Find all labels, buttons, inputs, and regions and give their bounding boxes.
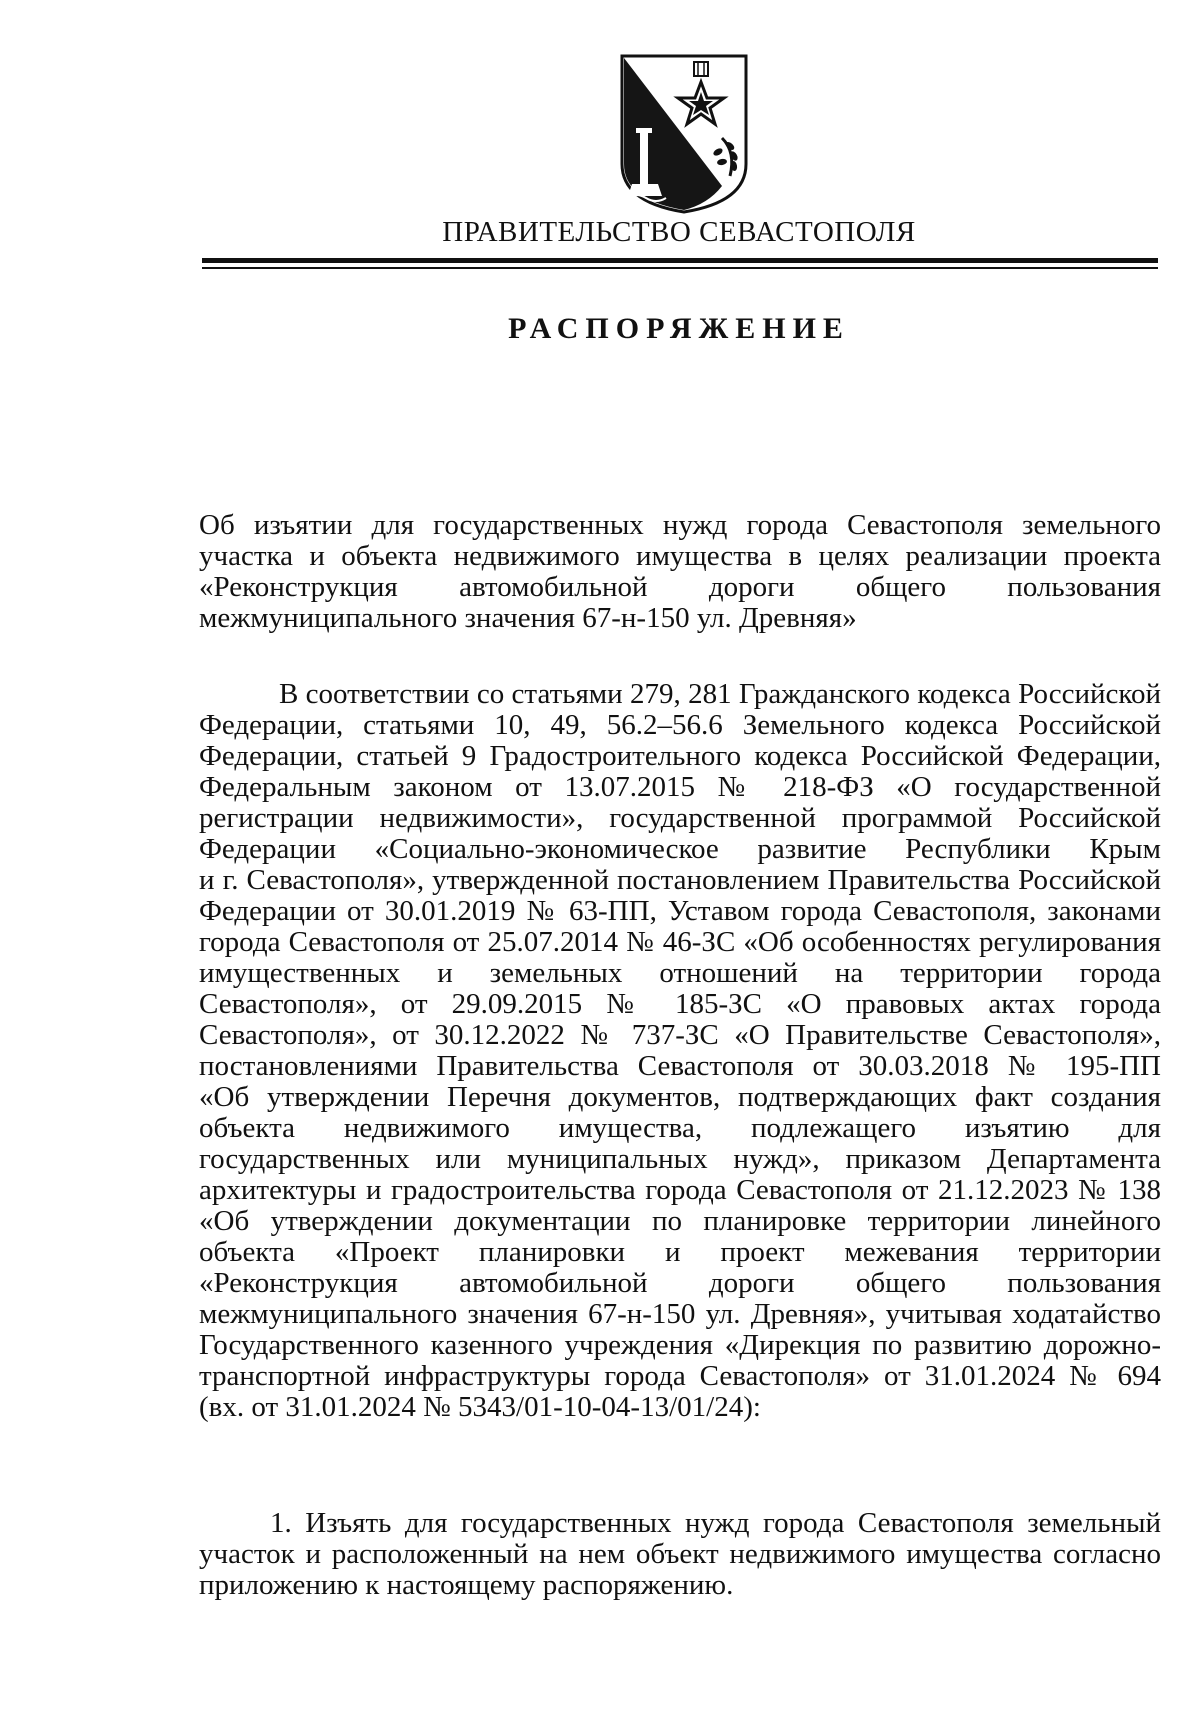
preamble-line: Государственного казенного учреждения «Дирекция по развитию дорожно- bbox=[199, 1330, 1161, 1361]
government-title: ПРАВИТЕЛЬСТВО СЕВАСТОПОЛЯ bbox=[442, 216, 916, 248]
clause-line: приложению к настоящему распоряжению. bbox=[199, 1570, 734, 1601]
header-rule-thick bbox=[202, 258, 1158, 263]
preamble-line: «Об утверждении документации по планировке территории линейного bbox=[199, 1206, 1161, 1237]
preamble-line: объекта недвижимого имущества, подлежащего изъятию для bbox=[199, 1113, 1161, 1144]
subject-line: Об изъятии для государственных нужд города Севастополя земельного bbox=[199, 510, 1161, 541]
preamble-line: межмуниципального значения 67-н-150 ул. Древняя», учитывая ходатайство bbox=[199, 1299, 1161, 1330]
preamble-line: транспортной инфраструктуры города Севастополя» от 31.01.2024 № 694 bbox=[199, 1361, 1161, 1392]
preamble-line: постановлениями Правительства Севастополя от 30.03.2018 № 195-ПП bbox=[199, 1051, 1161, 1082]
preamble-line: «Об утверждении Перечня документов, подтверждающих факт создания bbox=[199, 1082, 1161, 1113]
document-type-heading: РАСПОРЯЖЕНИЕ bbox=[508, 312, 850, 345]
preamble-line: Федерации «Социально-экономическое развитие Республики Крым bbox=[199, 834, 1161, 865]
clause-line: 1. Изъять для государственных нужд города Севастополя земельный bbox=[270, 1508, 1161, 1539]
preamble-line: Федерации от 30.01.2019 № 63-ПП, Уставом города Севастополя, законами bbox=[199, 896, 1161, 927]
preamble-line: регистрации недвижимости», государственной программой Российской bbox=[199, 803, 1161, 834]
preamble-line: города Севастополя от 25.07.2014 № 46-ЗС «Об особенностях регулирования bbox=[199, 927, 1161, 958]
subject-line: межмуниципального значения 67-н-150 ул. Древняя» bbox=[199, 603, 857, 634]
subject-line: участка и объекта недвижимого имущества в целях реализации проекта bbox=[199, 541, 1161, 572]
clause-line: участок и расположенный на нем объект недвижимого имущества согласно bbox=[199, 1539, 1161, 1570]
preamble-line: (вх. от 31.01.2024 № 5343/01-10-04-13/01/24): bbox=[199, 1392, 761, 1423]
preamble-line: «Реконструкция автомобильной дороги общего пользования bbox=[199, 1268, 1161, 1299]
preamble-line: государственных или муниципальных нужд», приказом Департамента bbox=[199, 1144, 1161, 1175]
sevastopol-coat-of-arms bbox=[618, 52, 750, 216]
preamble-line: имущественных и земельных отношений на территории города bbox=[199, 958, 1161, 989]
preamble-line: В соответствии со статьями 279, 281 Гражданского кодекса Российской bbox=[279, 679, 1161, 710]
preamble-line: объекта «Проект планировки и проект межевания территории bbox=[199, 1237, 1161, 1268]
preamble-line: Севастополя», от 30.12.2022 № 737-ЗС «О Правительстве Севастополя», bbox=[199, 1020, 1161, 1051]
preamble-line: Федерации, статьей 9 Градостроительного кодекса Российской Федерации, bbox=[199, 741, 1161, 772]
preamble-line: Федеральным законом от 13.07.2015 № 218-ФЗ «О государственной bbox=[199, 772, 1161, 803]
preamble-line: Севастополя», от 29.09.2015 № 185-ЗС «О правовых актах города bbox=[199, 989, 1161, 1020]
preamble-line: архитектуры и градостроительства города Севастополя от 21.12.2023 № 138 bbox=[199, 1175, 1161, 1206]
preamble-line: и г. Севастополя», утвержденной постановлением Правительства Российской bbox=[199, 865, 1161, 896]
header-rule-thin bbox=[202, 267, 1158, 269]
preamble-line: Федерации, статьями 10, 49, 56.2–56.6 Земельного кодекса Российской bbox=[199, 710, 1161, 741]
subject-line: «Реконструкция автомобильной дороги общего пользования bbox=[199, 572, 1161, 603]
